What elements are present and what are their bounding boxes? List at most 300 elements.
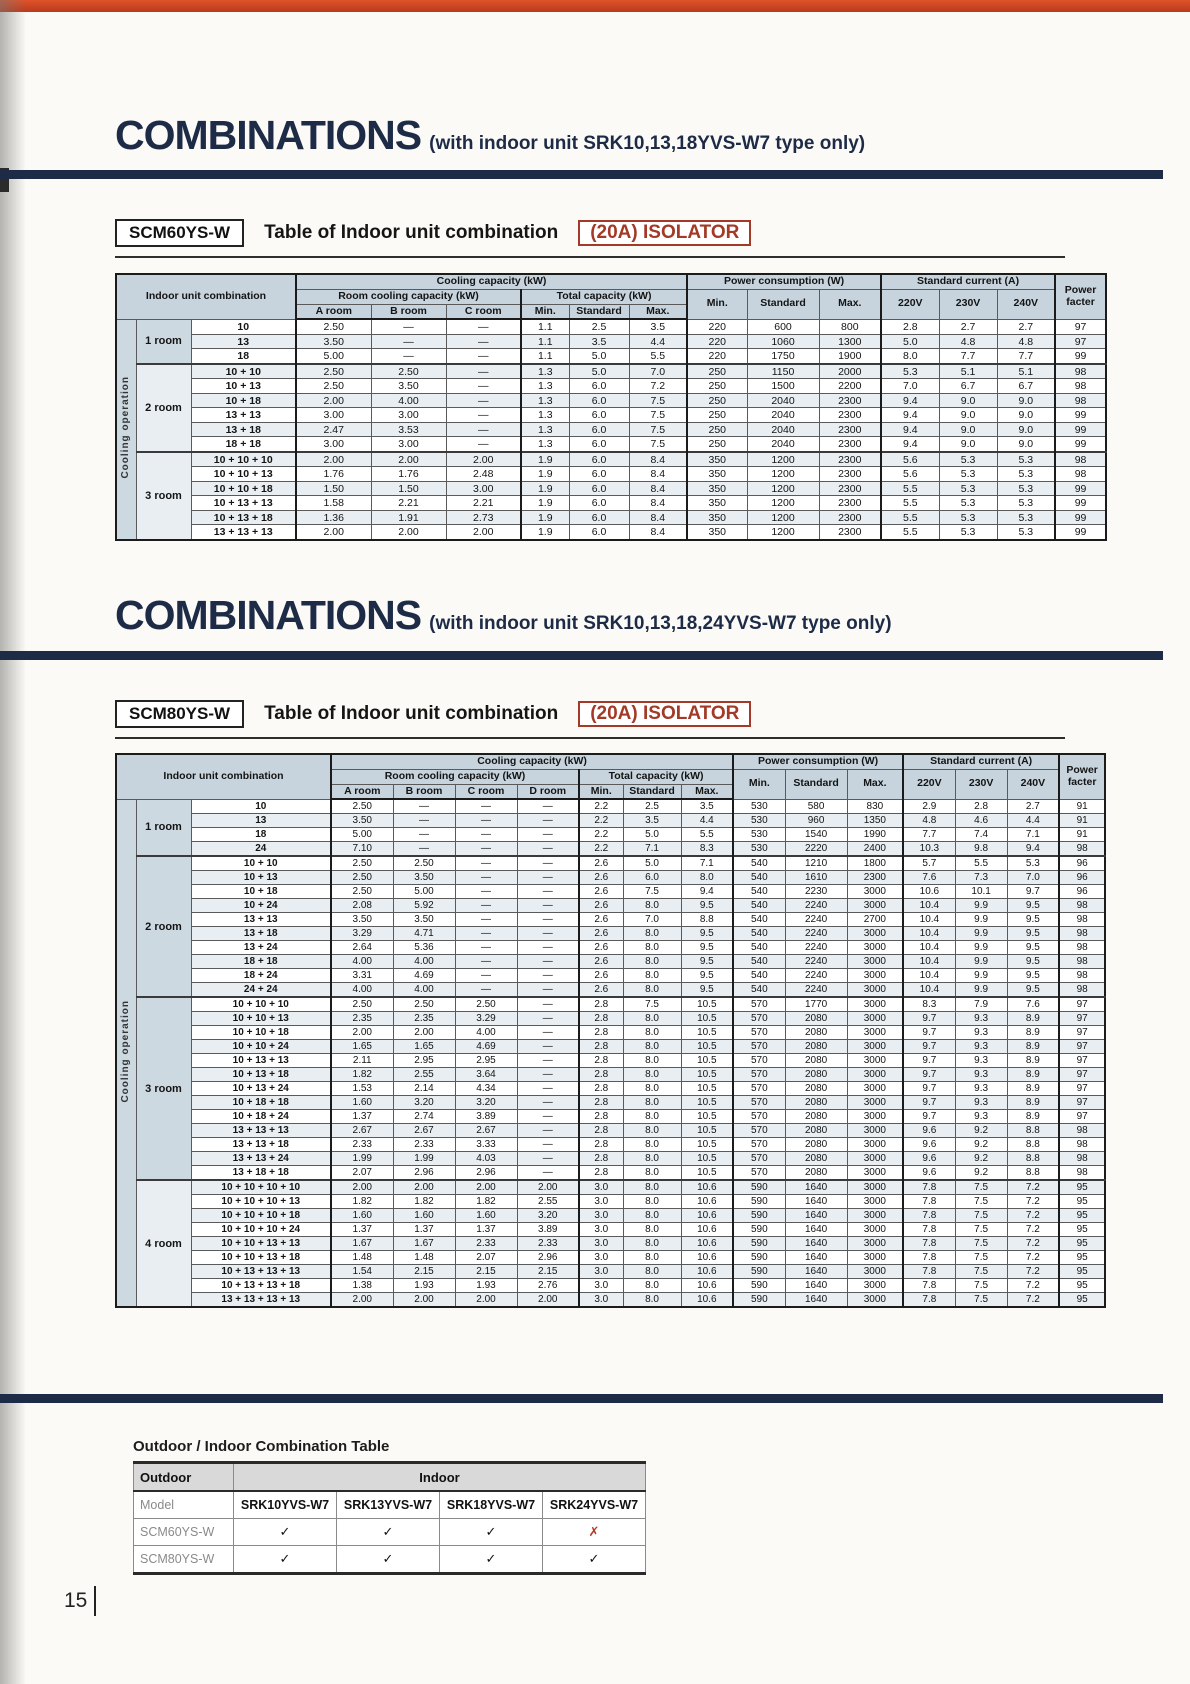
combination-cell: 13 + 13 + 24 xyxy=(191,1152,331,1166)
power-consumption-cell: 2300 xyxy=(819,393,881,408)
power-consumption-cell: 2240 xyxy=(785,927,847,941)
header-room-a: A room xyxy=(331,784,393,799)
table-row xyxy=(116,955,1105,969)
room-capacity-cell: 1.93 xyxy=(455,1279,517,1293)
combination-cell: 10 + 13 + 13 xyxy=(191,496,296,511)
total-capacity-cell: 7.1 xyxy=(681,856,733,871)
room-capacity-cell: 3.20 xyxy=(517,1209,579,1223)
check-icon: ✓ xyxy=(337,1546,440,1574)
total-capacity-cell: 8.4 xyxy=(629,510,687,525)
combination-cell: 10 xyxy=(191,319,296,334)
room-capacity-cell: 2.50 xyxy=(331,997,393,1012)
power-facter-cell: 98 xyxy=(1059,842,1105,857)
page-subtitle: (with indoor unit SRK10,13,18,24YVS-W7 type only) xyxy=(429,613,892,634)
room-capacity-cell: — xyxy=(517,799,579,814)
room-capacity-cell: — xyxy=(455,913,517,927)
room-capacity-cell: 2.15 xyxy=(455,1265,517,1279)
room-capacity-cell: — xyxy=(517,1082,579,1096)
total-capacity-cell: 4.4 xyxy=(629,334,687,349)
matrix-indoor-model: SRK13YVS-W7 xyxy=(337,1491,440,1519)
table-row xyxy=(116,1012,1105,1026)
power-facter-cell: 99 xyxy=(1055,408,1106,423)
total-capacity-cell: 6.0 xyxy=(569,467,629,482)
power-consumption-cell: 590 xyxy=(733,1279,785,1293)
room-capacity-cell: 5.36 xyxy=(393,941,455,955)
power-consumption-cell: 570 xyxy=(733,1054,785,1068)
table-row xyxy=(116,828,1105,842)
power-consumption-cell: 960 xyxy=(785,814,847,828)
standard-current-cell: 4.6 xyxy=(955,814,1007,828)
total-capacity-cell: 9.5 xyxy=(681,941,733,955)
room-capacity-cell: 3.33 xyxy=(455,1138,517,1152)
room-capacity-cell: — xyxy=(446,393,521,408)
power-consumption-cell: 590 xyxy=(733,1223,785,1237)
room-capacity-cell: 2.00 xyxy=(517,1180,579,1195)
standard-current-cell: 7.8 xyxy=(903,1279,955,1293)
total-capacity-cell: 10.5 xyxy=(681,1054,733,1068)
power-consumption-cell: 350 xyxy=(687,467,747,482)
standard-current-cell: 7.5 xyxy=(955,1180,1007,1195)
combination-cell: 10 + 10 + 13 xyxy=(191,467,296,482)
model-badge: SCM60YS-W xyxy=(115,219,244,247)
power-consumption-cell: 2300 xyxy=(847,871,903,885)
power-consumption-cell: 1640 xyxy=(785,1209,847,1223)
header-power-standard: Standard xyxy=(785,769,847,799)
header-total-min: Min. xyxy=(521,304,569,319)
power-facter-cell: 99 xyxy=(1055,349,1106,364)
table-row xyxy=(116,1195,1105,1209)
combination-cell: 18 xyxy=(191,349,296,364)
total-capacity-cell: 1.3 xyxy=(521,437,569,452)
table-row xyxy=(116,1265,1105,1279)
total-capacity-cell: 8.0 xyxy=(623,1251,681,1265)
total-capacity-cell: 6.0 xyxy=(569,525,629,540)
total-capacity-cell: 8.0 xyxy=(681,871,733,885)
room-capacity-cell: 2.96 xyxy=(517,1251,579,1265)
room-capacity-cell: — xyxy=(446,408,521,423)
standard-current-cell: 5.5 xyxy=(881,510,939,525)
power-facter-cell: 98 xyxy=(1059,927,1105,941)
standard-current-cell: 7.5 xyxy=(955,1237,1007,1251)
standard-current-cell: 8.9 xyxy=(1007,1110,1059,1124)
standard-current-cell: 5.3 xyxy=(939,525,997,540)
total-capacity-cell: 2.8 xyxy=(579,1152,623,1166)
header-room-d: D room xyxy=(517,784,579,799)
power-consumption-cell: 540 xyxy=(733,941,785,955)
table-row xyxy=(116,393,1106,408)
power-consumption-cell: 3000 xyxy=(847,969,903,983)
power-consumption-cell: 590 xyxy=(733,1180,785,1195)
power-consumption-cell: 3000 xyxy=(847,1040,903,1054)
power-consumption-cell: 2080 xyxy=(785,1096,847,1110)
standard-current-cell: 7.2 xyxy=(1007,1265,1059,1279)
standard-current-cell: 9.2 xyxy=(955,1152,1007,1166)
standard-current-cell: 5.3 xyxy=(997,467,1055,482)
power-consumption-cell: 2040 xyxy=(747,408,819,423)
room-capacity-cell: — xyxy=(455,814,517,828)
room-capacity-cell: — xyxy=(517,983,579,998)
power-consumption-cell: 350 xyxy=(687,452,747,467)
total-capacity-cell: 1.9 xyxy=(521,452,569,467)
standard-current-cell: 8.9 xyxy=(1007,1068,1059,1082)
header-current-240v: 240V xyxy=(997,289,1055,319)
power-facter-cell: 98 xyxy=(1059,983,1105,998)
total-capacity-cell: 7.5 xyxy=(629,393,687,408)
standard-current-cell: 8.3 xyxy=(903,997,955,1012)
standard-current-cell: 8.9 xyxy=(1007,1096,1059,1110)
matrix-outdoor-model: SCM80YS-W xyxy=(134,1546,234,1574)
header-current-220v: 220V xyxy=(903,769,955,799)
room-capacity-cell: 1.99 xyxy=(331,1152,393,1166)
combination-cell: 10 + 10 + 10 + 10 xyxy=(191,1180,331,1195)
check-icon: ✓ xyxy=(440,1519,543,1546)
room-capacity-cell: — xyxy=(517,885,579,899)
room-capacity-cell: 2.15 xyxy=(517,1265,579,1279)
power-consumption-cell: 3000 xyxy=(847,1110,903,1124)
standard-current-cell: 4.8 xyxy=(903,814,955,828)
power-facter-cell: 98 xyxy=(1055,467,1106,482)
power-consumption-cell: 350 xyxy=(687,481,747,496)
standard-current-cell: 7.8 xyxy=(903,1223,955,1237)
power-facter-cell: 91 xyxy=(1059,828,1105,842)
total-capacity-cell: 9.5 xyxy=(681,983,733,998)
power-consumption-cell: 580 xyxy=(785,799,847,814)
total-capacity-cell: 3.0 xyxy=(579,1251,623,1265)
power-facter-cell: 97 xyxy=(1059,1012,1105,1026)
total-capacity-cell: 8.0 xyxy=(623,1265,681,1279)
room-capacity-cell: 5.00 xyxy=(393,885,455,899)
room-capacity-cell: — xyxy=(517,1096,579,1110)
standard-current-cell: 5.3 xyxy=(939,452,997,467)
room-capacity-cell: — xyxy=(371,349,446,364)
standard-current-cell: 5.6 xyxy=(881,452,939,467)
total-capacity-cell: 2.6 xyxy=(579,927,623,941)
standard-current-cell: 5.7 xyxy=(903,856,955,871)
total-capacity-cell: 8.0 xyxy=(623,1138,681,1152)
standard-current-cell: 7.7 xyxy=(903,828,955,842)
table-row xyxy=(116,408,1106,423)
standard-current-cell: 5.5 xyxy=(881,525,939,540)
standard-current-cell: 8.0 xyxy=(881,349,939,364)
total-capacity-cell: 10.6 xyxy=(681,1223,733,1237)
power-consumption-cell: 1990 xyxy=(847,828,903,842)
table-row xyxy=(116,334,1106,349)
combination-cell: 13 + 18 xyxy=(191,927,331,941)
matrix-indoor-model: SRK24YVS-W7 xyxy=(543,1491,646,1519)
combination-cell: 13 + 13 + 18 xyxy=(191,1138,331,1152)
room-capacity-cell: 2.48 xyxy=(446,467,521,482)
power-facter-cell: 95 xyxy=(1059,1237,1105,1251)
power-consumption-cell: 590 xyxy=(733,1251,785,1265)
divider-bar xyxy=(0,1394,1163,1403)
combination-cell: 13 + 18 + 18 xyxy=(191,1166,331,1181)
room-capacity-cell: 2.35 xyxy=(331,1012,393,1026)
standard-current-cell: 9.7 xyxy=(903,1110,955,1124)
table-row xyxy=(116,899,1105,913)
header-indoor-unit-combination: Indoor unit combination xyxy=(116,754,331,799)
room-capacity-cell: 2.67 xyxy=(455,1124,517,1138)
header-power-min: Min. xyxy=(733,769,785,799)
combination-cell: 10 + 13 + 24 xyxy=(191,1082,331,1096)
room-capacity-cell: 1.76 xyxy=(371,467,446,482)
side-label: Cooling operation xyxy=(120,376,132,480)
power-facter-cell: 95 xyxy=(1059,1223,1105,1237)
standard-current-cell: 9.6 xyxy=(903,1138,955,1152)
power-consumption-cell: 3000 xyxy=(847,1293,903,1308)
standard-current-cell: 9.3 xyxy=(955,1040,1007,1054)
power-consumption-cell: 220 xyxy=(687,319,747,334)
standard-current-cell: 2.8 xyxy=(955,799,1007,814)
room-capacity-cell: 2.07 xyxy=(455,1251,517,1265)
power-consumption-cell: 3000 xyxy=(847,1026,903,1040)
power-facter-cell: 97 xyxy=(1059,1040,1105,1054)
room-capacity-cell: 3.50 xyxy=(393,913,455,927)
power-facter-cell: 99 xyxy=(1055,481,1106,496)
total-capacity-cell: 10.5 xyxy=(681,1012,733,1026)
room-capacity-cell: 1.48 xyxy=(393,1251,455,1265)
combination-cell: 18 xyxy=(191,828,331,842)
scan-edge-left xyxy=(0,0,26,1684)
power-consumption-cell: 2080 xyxy=(785,1040,847,1054)
total-capacity-cell: 2.6 xyxy=(579,983,623,998)
power-consumption-cell: 3000 xyxy=(847,1096,903,1110)
total-capacity-cell: 2.6 xyxy=(579,871,623,885)
power-consumption-cell: 2240 xyxy=(785,941,847,955)
page-number xyxy=(64,1586,96,1616)
power-facter-cell: 96 xyxy=(1059,856,1105,871)
room-capacity-cell: 2.00 xyxy=(371,452,446,467)
total-capacity-cell: 9.5 xyxy=(681,927,733,941)
power-facter-cell: 96 xyxy=(1059,871,1105,885)
power-facter-cell: 99 xyxy=(1055,437,1106,452)
power-consumption-cell: 1640 xyxy=(785,1279,847,1293)
total-capacity-cell: 7.0 xyxy=(629,364,687,379)
total-capacity-cell: 10.5 xyxy=(681,1082,733,1096)
power-consumption-cell: 570 xyxy=(733,1138,785,1152)
power-consumption-cell: 1640 xyxy=(785,1223,847,1237)
power-consumption-cell: 1500 xyxy=(747,379,819,394)
power-consumption-cell: 220 xyxy=(687,334,747,349)
section2-title xyxy=(115,592,892,639)
total-capacity-cell: 8.0 xyxy=(623,1082,681,1096)
room-capacity-cell: 2.95 xyxy=(455,1054,517,1068)
standard-current-cell: 5.3 xyxy=(997,510,1055,525)
total-capacity-cell: 2.5 xyxy=(569,319,629,334)
header-power-max: Max. xyxy=(847,769,903,799)
table-row xyxy=(116,856,1105,871)
standard-current-cell: 7.0 xyxy=(1007,871,1059,885)
standard-current-cell: 7.5 xyxy=(955,1279,1007,1293)
standard-current-cell: 8.8 xyxy=(1007,1138,1059,1152)
standard-current-cell: 5.5 xyxy=(955,856,1007,871)
power-consumption-cell: 540 xyxy=(733,983,785,998)
room-capacity-cell: 1.53 xyxy=(331,1082,393,1096)
power-consumption-cell: 3000 xyxy=(847,1279,903,1293)
room-capacity-cell: 1.82 xyxy=(331,1068,393,1082)
power-facter-cell: 98 xyxy=(1055,364,1106,379)
total-capacity-cell: 7.5 xyxy=(623,885,681,899)
standard-current-cell: 10.4 xyxy=(903,941,955,955)
standard-current-cell: 7.2 xyxy=(1007,1237,1059,1251)
total-capacity-cell: 8.4 xyxy=(629,452,687,467)
standard-current-cell: 5.3 xyxy=(881,364,939,379)
power-consumption-cell: 570 xyxy=(733,1082,785,1096)
room-capacity-cell: 1.54 xyxy=(331,1265,393,1279)
table-row xyxy=(116,885,1105,899)
power-consumption-cell: 2240 xyxy=(785,983,847,998)
room-capacity-cell: 2.00 xyxy=(446,452,521,467)
header-current-220v: 220V xyxy=(881,289,939,319)
total-capacity-cell: 1.3 xyxy=(521,393,569,408)
matrix-indoor-model: SRK18YVS-W7 xyxy=(440,1491,543,1519)
power-consumption-cell: 1200 xyxy=(747,496,819,511)
combination-cell: 10 + 13 + 13 + 18 xyxy=(191,1279,331,1293)
standard-current-cell: 7.7 xyxy=(997,349,1055,364)
room-capacity-cell: 2.21 xyxy=(446,496,521,511)
power-consumption-cell: 2300 xyxy=(819,496,881,511)
table-row xyxy=(116,1152,1105,1166)
power-consumption-cell: 1640 xyxy=(785,1265,847,1279)
header-room-c: C room xyxy=(455,784,517,799)
standard-current-cell: 9.0 xyxy=(997,408,1055,423)
total-capacity-cell: 10.5 xyxy=(681,997,733,1012)
power-consumption-cell: 1200 xyxy=(747,467,819,482)
power-consumption-cell: 2200 xyxy=(819,379,881,394)
room-capacity-cell: 2.00 xyxy=(393,1180,455,1195)
power-consumption-cell: 3000 xyxy=(847,1251,903,1265)
room-capacity-cell: 3.00 xyxy=(446,481,521,496)
room-capacity-cell: — xyxy=(455,969,517,983)
power-consumption-cell: 1640 xyxy=(785,1180,847,1195)
total-capacity-cell: 8.4 xyxy=(629,496,687,511)
power-consumption-cell: 250 xyxy=(687,379,747,394)
standard-current-cell: 9.4 xyxy=(1007,842,1059,857)
power-consumption-cell: 2220 xyxy=(785,842,847,857)
standard-current-cell: 2.8 xyxy=(881,319,939,334)
room-capacity-cell: 3.50 xyxy=(331,814,393,828)
divider-bar xyxy=(0,651,1163,660)
room-capacity-cell: 3.50 xyxy=(331,913,393,927)
room-capacity-cell: 3.00 xyxy=(296,437,371,452)
standard-current-cell: 9.0 xyxy=(939,437,997,452)
standard-current-cell: 9.4 xyxy=(881,422,939,437)
standard-current-cell: 8.8 xyxy=(1007,1124,1059,1138)
total-capacity-cell: 6.0 xyxy=(569,452,629,467)
page-title: COMBINATIONS xyxy=(115,592,422,638)
room-capacity-cell: 2.50 xyxy=(331,885,393,899)
room-capacity-cell: 2.15 xyxy=(393,1265,455,1279)
room-capacity-cell: 1.36 xyxy=(296,510,371,525)
room-capacity-cell: — xyxy=(517,871,579,885)
total-capacity-cell: 2.6 xyxy=(579,913,623,927)
standard-current-cell: 9.7 xyxy=(903,1068,955,1082)
standard-current-cell: 9.5 xyxy=(1007,941,1059,955)
power-facter-cell: 98 xyxy=(1059,1138,1105,1152)
combination-cell: 13 + 24 xyxy=(191,941,331,955)
room-capacity-cell: 2.73 xyxy=(446,510,521,525)
combination-cell: 10 + 10 xyxy=(191,856,331,871)
total-capacity-cell: 10.6 xyxy=(681,1195,733,1209)
total-capacity-cell: 3.0 xyxy=(579,1195,623,1209)
room-capacity-cell: 2.11 xyxy=(331,1054,393,1068)
room-capacity-cell: — xyxy=(517,1110,579,1124)
standard-current-cell: 10.4 xyxy=(903,955,955,969)
power-facter-cell: 98 xyxy=(1055,393,1106,408)
room-capacity-cell: 2.35 xyxy=(393,1012,455,1026)
power-consumption-cell: 1750 xyxy=(747,349,819,364)
room-capacity-cell: 3.29 xyxy=(455,1012,517,1026)
room-capacity-cell: 5.92 xyxy=(393,899,455,913)
total-capacity-cell: 1.3 xyxy=(521,379,569,394)
power-consumption-cell: 3000 xyxy=(847,1195,903,1209)
total-capacity-cell: 1.9 xyxy=(521,510,569,525)
room-capacity-cell: 3.50 xyxy=(371,379,446,394)
standard-current-cell: 7.1 xyxy=(1007,828,1059,842)
room-capacity-cell: — xyxy=(517,828,579,842)
power-facter-cell: 99 xyxy=(1055,422,1106,437)
standard-current-cell: 5.3 xyxy=(997,525,1055,540)
power-facter-cell: 91 xyxy=(1059,799,1105,814)
standard-current-cell: 10.1 xyxy=(955,885,1007,899)
room-capacity-cell: 4.71 xyxy=(393,927,455,941)
total-capacity-cell: 3.0 xyxy=(579,1293,623,1308)
power-consumption-cell: 540 xyxy=(733,913,785,927)
power-consumption-cell: 1200 xyxy=(747,452,819,467)
group-label-cell: 3 room xyxy=(136,452,191,540)
power-facter-cell: 95 xyxy=(1059,1180,1105,1195)
table-row xyxy=(116,349,1106,364)
standard-current-cell: 8.8 xyxy=(1007,1166,1059,1181)
total-capacity-cell: 5.5 xyxy=(681,828,733,842)
total-capacity-cell: 10.6 xyxy=(681,1180,733,1195)
standard-current-cell: 7.5 xyxy=(955,1223,1007,1237)
total-capacity-cell: 3.5 xyxy=(681,799,733,814)
power-consumption-cell: 570 xyxy=(733,1110,785,1124)
total-capacity-cell: 10.6 xyxy=(681,1251,733,1265)
room-capacity-cell: 3.64 xyxy=(455,1068,517,1082)
total-capacity-cell: 3.5 xyxy=(629,319,687,334)
section1-title xyxy=(115,112,865,159)
power-consumption-cell: 800 xyxy=(819,319,881,334)
standard-current-cell: 10.3 xyxy=(903,842,955,857)
total-capacity-cell: 2.8 xyxy=(579,1110,623,1124)
power-consumption-cell: 2240 xyxy=(785,969,847,983)
standard-current-cell: 7.2 xyxy=(1007,1209,1059,1223)
standard-current-cell: 9.2 xyxy=(955,1138,1007,1152)
power-consumption-cell: 1800 xyxy=(847,856,903,871)
room-capacity-cell: 2.00 xyxy=(296,525,371,540)
header-total-standard: Standard xyxy=(569,304,629,319)
total-capacity-cell: 8.0 xyxy=(623,1152,681,1166)
power-consumption-cell: 3000 xyxy=(847,1138,903,1152)
standard-current-cell: 7.8 xyxy=(903,1180,955,1195)
room-capacity-cell: 1.91 xyxy=(371,510,446,525)
table-row xyxy=(116,1251,1105,1265)
power-consumption-cell: 590 xyxy=(733,1265,785,1279)
header-power-consumption: Power consumption (W) xyxy=(687,274,881,289)
power-facter-cell: 95 xyxy=(1059,1209,1105,1223)
room-capacity-cell: 3.00 xyxy=(371,437,446,452)
table-row xyxy=(116,452,1106,467)
power-consumption-cell: 1640 xyxy=(785,1251,847,1265)
total-capacity-cell: 1.3 xyxy=(521,408,569,423)
total-capacity-cell: 1.9 xyxy=(521,467,569,482)
total-capacity-cell: 8.0 xyxy=(623,1223,681,1237)
power-facter-cell: 98 xyxy=(1059,899,1105,913)
power-facter-cell: 97 xyxy=(1059,1096,1105,1110)
standard-current-cell: 5.0 xyxy=(881,334,939,349)
total-capacity-cell: 2.8 xyxy=(579,1166,623,1181)
